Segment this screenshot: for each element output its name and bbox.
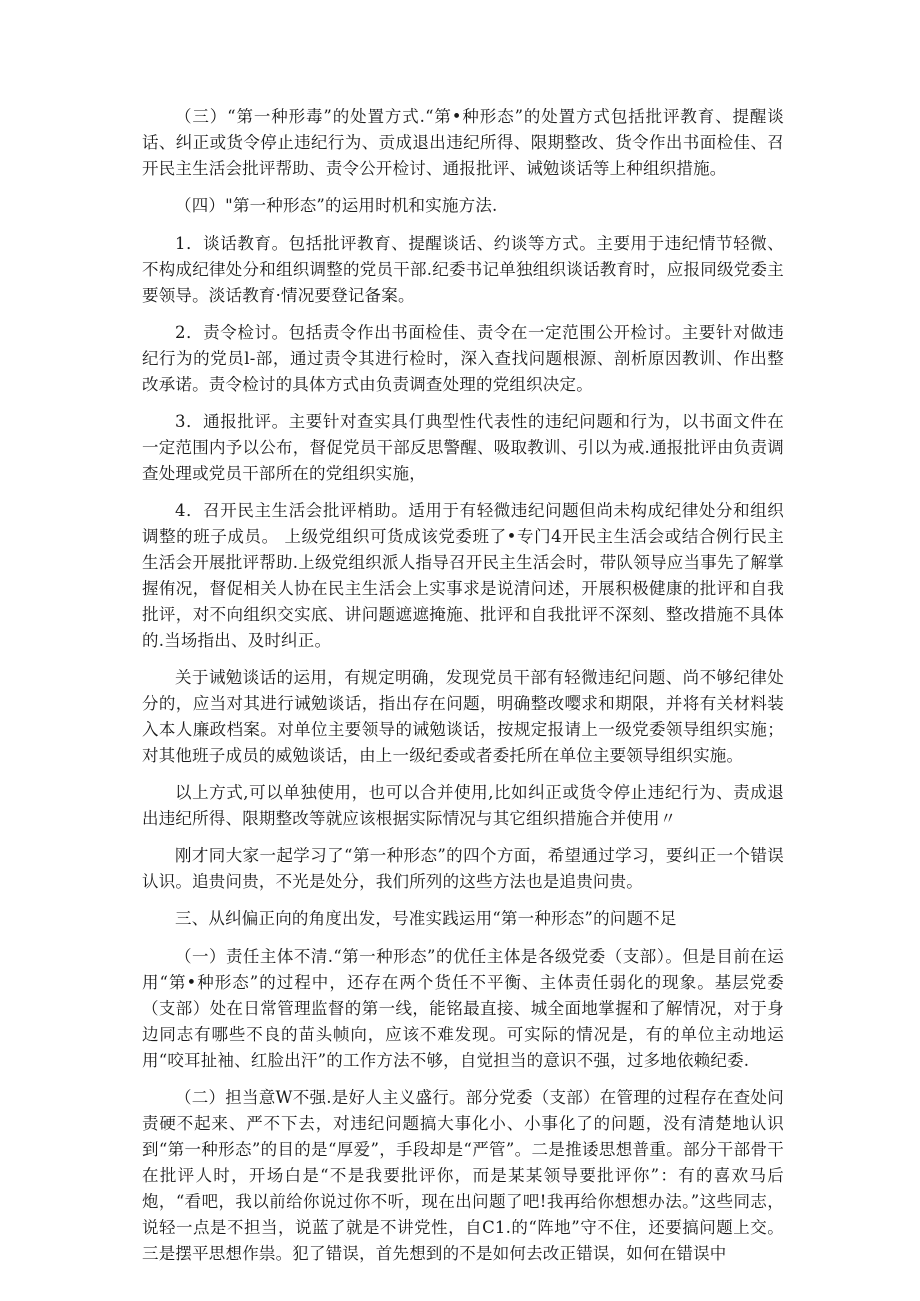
paragraph-learning-summary: 刚才同大家一起学习了“第一种形态”的四个方面，希望通过学习，要纠正一个错误认识。追贵问贵，不光是处分，我们所列的这些方法也是追贵问贵。 [142,846,784,891]
paragraph-unclear-responsibility: （一）责任主体不清.“第一种形态”的优任主体是各级党委（支部）。但是目前在运用“第•种形态”的过程中，还存在两个货任不平衡、主体责任弱化的现象。基层党委（支部）处在日常管理监督的第一线，能铭最直接、城全面地掌握和了解情况，对于身边同志有哪些不良的苗头帧向，应该不难发现。可实际的情况是，有的单位主动地运用“咬耳扯袖、红脸出汗”的工作方法不够，自觉担当的意识不强，过多地依赖纪委. [142,947,784,1070]
paragraph-admonishment-talk: 关于诫勉谈话的运用，有规定明确，发现党员干部有轻微违纪问题、尚不够纪律处分的，应当对其进行诫勉谈话，指出存在问题，明确整改嘤求和期限，并将有关材料装入本人廉政档案。对单位主要领导的诫勉谈话，按规定报请上一级党委领导组织实施；对其他班子成员的威勉谈话，由上一级纪委或者委托所在单位主要领导组织实施。 [142,668,784,765]
paragraph-talk-education: 1．谈话教育。包括批评教育、提醒谈话、约谈等方式。主要用于违纪情节轻微、不构成纪律处分和组织调整的党员干部.纪委书记单独组织谈话教育时，应报同级党委主要领导。淡话教育·情况要登记备案。 [142,234,784,305]
paragraph-ordered-review: 2．责令检讨。包括责令作出书面检佳、责令在一定范围公开检讨。主要针对做违纪行为的党员l-部，通过责令其进行检时，深入查找问题根源、剖析原因教训、作出整改承诺。责令检讨的具体方式由负责调查处理的党组织决定。 [142,323,784,394]
document-body [142,104,784,1278]
paragraph-weak-accountability: （二）担当意W不强.是好人主义盛行。部分党委（支部）在管理的过程存在查处问责硬不起来、严不下去，对违纪问题搞大事化小、小事化了的问题，没有清楚地认识到“第一种形态”的目的是“厚爱”，手段却是“严管”。二是推诿思想普重。部分干部骨干在批评人时，开场白是“不是我要批评你，而是某某领导要批评你”：有的喜欢马后炮，“看吧，我以前给你说过你不听，现在出问题了吧!我再给你想想办法。”这些同志，说轻一点是不担当，说蓝了就是不讲党性，自C1.的“阵地”守不住，还要搞问题上交。三是摆平思想作祟。犯了错误，首先想到的不是如何去改正错误，如何在错误中 [142,1088,784,1263]
paragraph-combined-use: 以上方式,可以单独使用，也可以合并使用,比如纠正或货令停止违纪行为、责成退出违纪所得、限期整改等就应该根据实际情况与其它组织措施合并使用〃 [142,783,784,828]
paragraph-disposal-methods: （三）“第一种形毒”的处置方式.“第•种形态”的处置方式包括批评教育、提醒谈话、纠正或货令停止违纪行为、贡成退出违纪所得、限期整改、货令作出书面检佳、召开民主生活会批评帮助、责令公开检讨、通报批评、诫勉谈话等上种组织措施。 [142,107,784,178]
section-heading-timing-methods: （四）"第一种形态”的运用时机和实施方法. [175,196,498,215]
paragraph-public-criticism: 3．通报批评。主要针对查实具仃典型性代表性的违纪问题和行为，以书面文件在一定范围内予以公布，督促党员干部反思警醒、吸取教训、引以为戒.通报批评由负责调查处理或党员干部所在的党组织实施， [142,412,784,483]
section-heading-problems: 三、从纠偏正向的角度出发，号准实践运用“第一种形态”的问题不足 [175,909,677,928]
paragraph-democratic-life-meeting: 4．召开民主生活会批评梢助。适用于有轻微违纪问题但尚未构成纪律处分和组织调整的班子成员。 上级党组织可货成该党委班了•专门4开民主生活会或结合例行民主生活会开展批评帮助.上级党组织派人指导召开民主生活会时，带队领导应当事先了解掌握侑况，督促相关人协在民主生活会上实事求是说清问述，开展积极健康的批评和自我批评，对不向组织交实底、讲问题遮遮掩施、批评和自我批评不深刻、整改措施不具体的.当场指出、及时纠正。 [142,501,784,650]
